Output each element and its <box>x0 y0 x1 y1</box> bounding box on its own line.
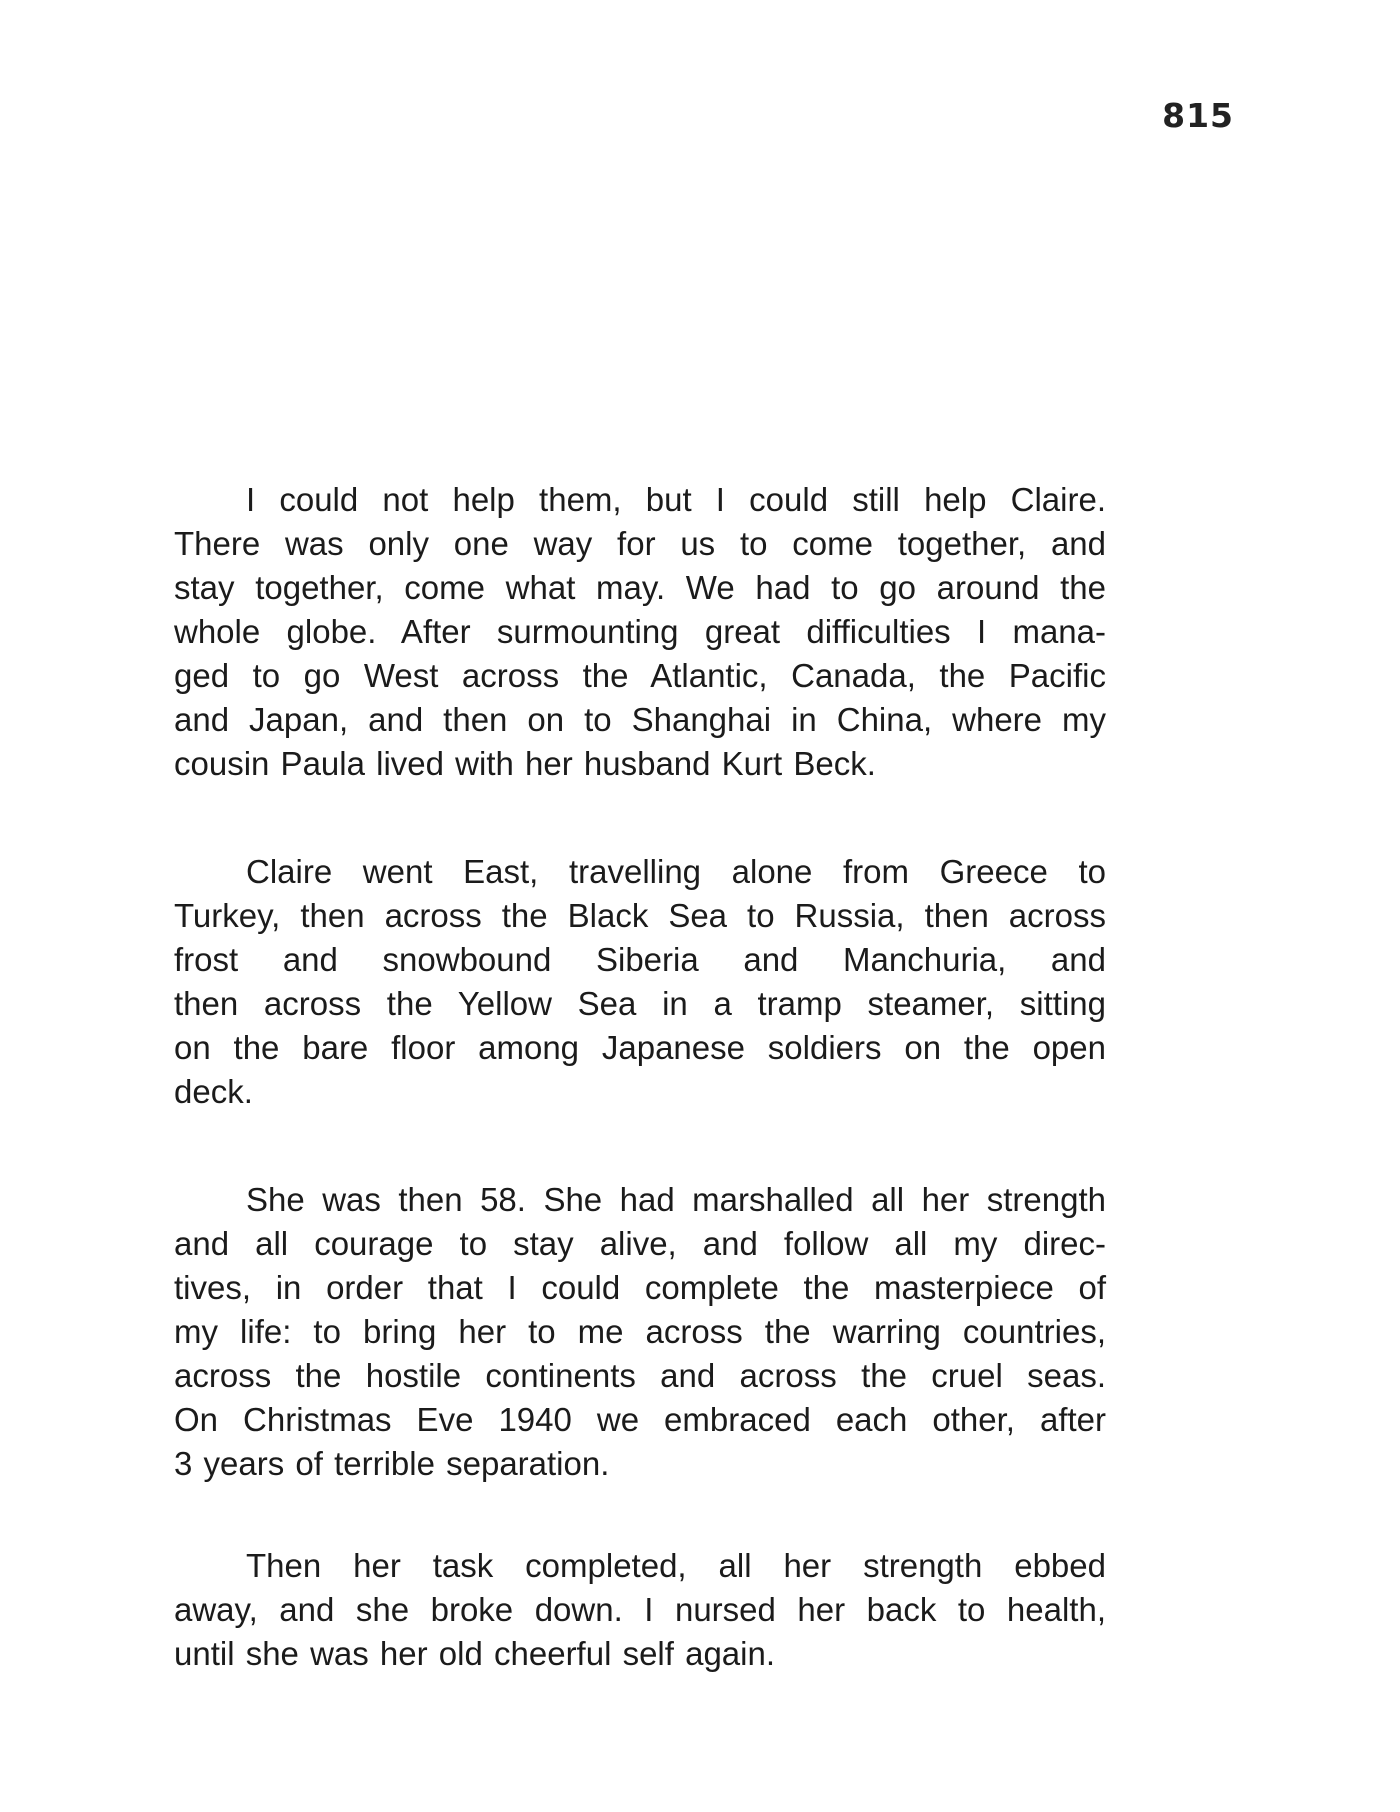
text-line: tives, in order that I could complete the masterpiece of <box>174 1269 1106 1306</box>
text-line: then across the Yellow Sea in a tramp steamer, sitting <box>174 985 1106 1022</box>
text-line: until she was her old cheerful self again. <box>174 1635 776 1672</box>
text-line: On Christmas Eve 1940 we embraced each other, after <box>174 1401 1106 1438</box>
text-line: Turkey, then across the Black Sea to Russia, then across <box>174 897 1106 934</box>
text-line: There was only one way for us to come together, and <box>174 525 1106 562</box>
text-line: 3 years of terrible separation. <box>174 1445 610 1482</box>
text-line: across the hostile continents and across the cruel seas. <box>174 1357 1106 1394</box>
text-line: Then her task completed, all her strength ebbed <box>246 1547 1106 1584</box>
paragraph-2 <box>174 850 1106 1114</box>
text-line: deck. <box>174 1073 253 1110</box>
text-line: on the bare floor among Japanese soldiers on the open <box>174 1029 1106 1066</box>
text-line: She was then 58. She had marshalled all her strength <box>246 1181 1106 1218</box>
text-line: frost and snowbound Siberia and Manchuria, and <box>174 941 1106 978</box>
text-line: stay together, come what may. We had to go around the <box>174 569 1106 606</box>
text-line: and all courage to stay alive, and follow all my direc- <box>174 1225 1106 1262</box>
text-line: ged to go West across the Atlantic, Canada, the Pacific <box>174 657 1106 694</box>
page-number: 815 <box>1162 96 1234 135</box>
text-line: Claire went East, travelling alone from Greece to <box>246 853 1106 890</box>
text-line: cousin Paula lived with her husband Kurt Beck. <box>174 745 876 782</box>
paragraph-1 <box>174 478 1106 786</box>
text-line: I could not help them, but I could still help Claire. <box>246 481 1106 518</box>
text-line: my life: to bring her to me across the warring countries, <box>174 1313 1106 1350</box>
text-line: and Japan, and then on to Shanghai in China, where my <box>174 701 1106 738</box>
text-line: away, and she broke down. I nursed her back to health, <box>174 1591 1106 1628</box>
paragraph-3 <box>174 1178 1106 1486</box>
paragraph-4 <box>174 1544 1106 1676</box>
text-line: whole globe. After surmounting great difficulties I mana- <box>174 613 1106 650</box>
